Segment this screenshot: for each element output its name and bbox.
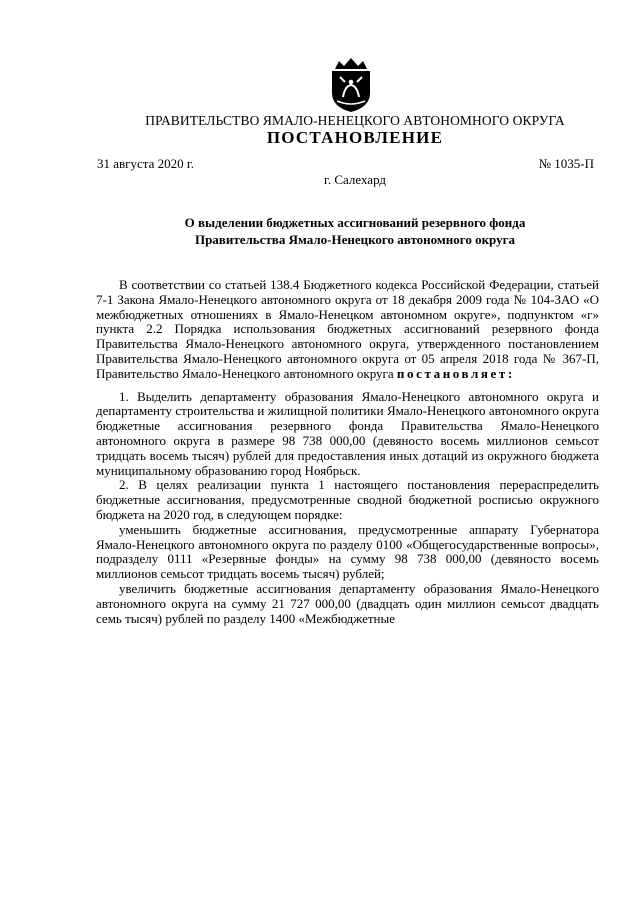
item-2-paragraph: 2. В целях реализации пункта 1 настоящего постановления перераспределить бюджетные ассигнования, предусмотренные сводной бюджетной росписью окружного бюджета на 2020 год, в следующем порядке: [96, 477, 599, 522]
item-1-paragraph: 1. Выделить департаменту образования Ямало-Ненецкого автономного округа и департаменту строительства и жилищной политики Ямало-Ненецкого автономного округа бюджетные ассигнования резервного фонда Правительства Ямало-Ненецкого автономного округа в размере 98 738 000,00 (девяносто восемь миллионов семьсот тридцать восемь тысяч) рублей для предоставления иных дотаций из окружного бюджета муниципальному образованию город Ноябрьск. [96, 388, 599, 478]
document-date: 31 августа 2020 г. [97, 156, 194, 171]
reduce-paragraph: уменьшить бюджетные ассигнования, предусмотренные аппарату Губернатора Ямало-Ненецкого автономного округа по разделу 0100 «Общегосударственные вопросы», подразделу 0111 «Резервные фонды» на сумму 98 738 000,00 (девяносто восемь миллионов семьсот тридцать восемь тысяч) рублей; [96, 521, 599, 582]
government-name: ПРАВИТЕЛЬСТВО ЯМАЛО-НЕНЕЦКОГО АВТОНОМНОГО ОКРУГА [145, 113, 565, 128]
preamble-paragraph [96, 278, 599, 382]
document-type-title: ПОСТАНОВЛЕНИЕ [266, 128, 444, 147]
document-body [96, 278, 599, 640]
document-heading-line-2: Правительства Ямало-Ненецкого автономного округа [194, 231, 516, 247]
document-heading [60, 215, 640, 248]
document-heading-line-1: О выделении бюджетных ассигнований резервного фонда [184, 215, 526, 230]
increase-paragraph-wrapper [96, 582, 599, 640]
increase-paragraph: увеличить бюджетные ассигнования департаменту образования Ямало-Ненецкого автономного округа на сумму 21 727 000,00 (двадцать один миллион семьсот двадцать семь тысяч) рублей по разделу 1400 «Межбюджетные [96, 581, 599, 626]
coat-of-arms-emblem-icon [329, 55, 373, 113]
document-city: г. Салехард [323, 172, 387, 187]
preamble-text: В соответствии со статьей 138.4 Бюджетного кодекса Российской Федерации, статьей 7-1 Закона Ямало-Ненецкого автономного округа от 18 декабря 2009 года № 104-ЗАО «О межбюджетных отношениях в Ямало-Ненецком автономном округе», подпунктом «г» пункта 2.2 Порядка использования бюджетных ассигнований резервного фонда Правительства Ямало-Ненецкого автономного округа, утвержденного постановлением Правительства Ямало-Ненецкого автономного округа от 05 апреля 2018 года № 367-П, Правительство Ямало-Ненецкого автономного округа [96, 277, 599, 381]
document-number: № 1035-П [538, 156, 594, 171]
resolves-word: постановляет: [396, 365, 515, 381]
